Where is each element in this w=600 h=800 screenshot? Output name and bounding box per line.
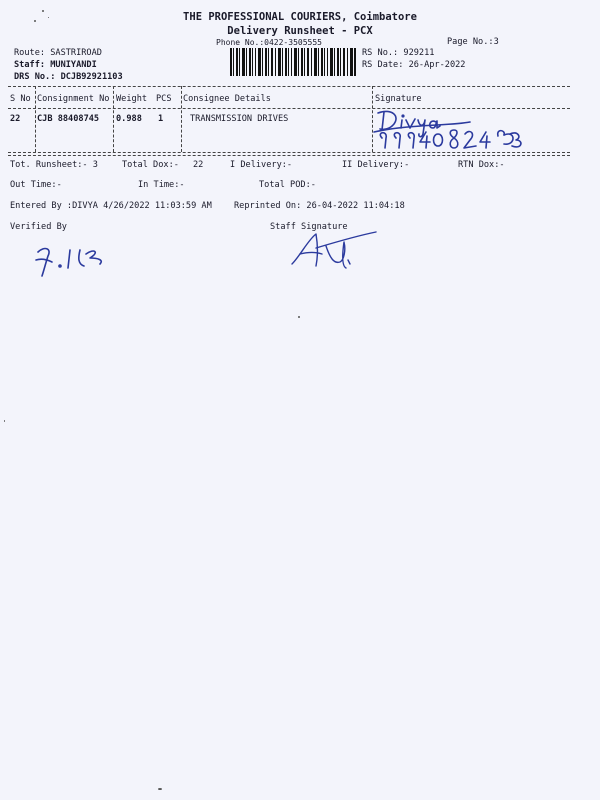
document-title: Delivery Runsheet - PCX [227, 25, 373, 37]
total-pod: Total POD:- [259, 180, 316, 190]
phone-number: Phone No.:0422-3505555 [216, 38, 322, 47]
table-top-rule [8, 86, 570, 87]
col-header-consignment: Consignment No [37, 94, 110, 104]
column-divider [181, 86, 182, 152]
drs-number: DRS No.: DCJB92921103 [14, 72, 123, 82]
staff-name: Staff: MUNIYANDI [14, 60, 97, 70]
column-divider [113, 86, 114, 152]
verified-by-label: Verified By [10, 222, 67, 232]
table-bottom-rule [8, 152, 570, 153]
scan-speck [298, 316, 300, 318]
barcode [230, 48, 356, 76]
i-delivery: I Delivery:- [230, 160, 293, 170]
staff-signature [286, 226, 380, 270]
route: Route: SASTRIROAD [14, 48, 102, 58]
scan-speck [4, 420, 5, 422]
rs-number: RS No.: 929211 [362, 48, 435, 58]
row-weight: 0.988 [116, 114, 142, 124]
page-number: Page No.:3 [447, 37, 499, 47]
reprinted-on: Reprinted On: 26-04-2022 11:04:18 [234, 201, 405, 211]
in-time: In Time:- [138, 180, 185, 190]
scan-speck [48, 17, 49, 18]
row-pcs: 1 [158, 114, 164, 124]
receiver-signature [370, 104, 530, 150]
entered-by: Entered By :DIVYA 4/26/2022 11:03:59 AM [10, 201, 212, 211]
total-dox-value: 22 [193, 160, 204, 170]
company-name: THE PROFESSIONAL COURIERS, Coimbatore [183, 11, 417, 23]
rs-date: RS Date: 26-Apr-2022 [362, 60, 466, 70]
col-header-weight: Weight [116, 94, 148, 104]
totals-rule [8, 155, 570, 156]
scan-speck [42, 10, 44, 12]
scan-speck [34, 20, 36, 22]
col-header-pcs: PCS [156, 94, 172, 104]
ii-delivery: II Delivery:- [342, 160, 410, 170]
col-header-sno: S No [10, 94, 31, 104]
staff-signature-label: Staff Signature [270, 222, 348, 232]
rtn-dox: RTN Dox:- [458, 160, 505, 170]
row-consignee: TRANSMISSION DRIVES [190, 114, 289, 124]
scan-speck [158, 788, 162, 790]
verifier-signature [34, 240, 114, 280]
col-header-signature: Signature [375, 94, 422, 104]
total-runsheet: Tot. Runsheet:- 3 [10, 160, 98, 170]
out-time: Out Time:- [10, 180, 62, 190]
col-header-consignee: Consignee Details [183, 94, 271, 104]
column-divider [35, 86, 36, 152]
total-dox-label: Total Dox:- [122, 160, 179, 170]
row-sno: 22 [10, 114, 21, 124]
row-consignment-no: CJB 88408745 [37, 114, 100, 124]
